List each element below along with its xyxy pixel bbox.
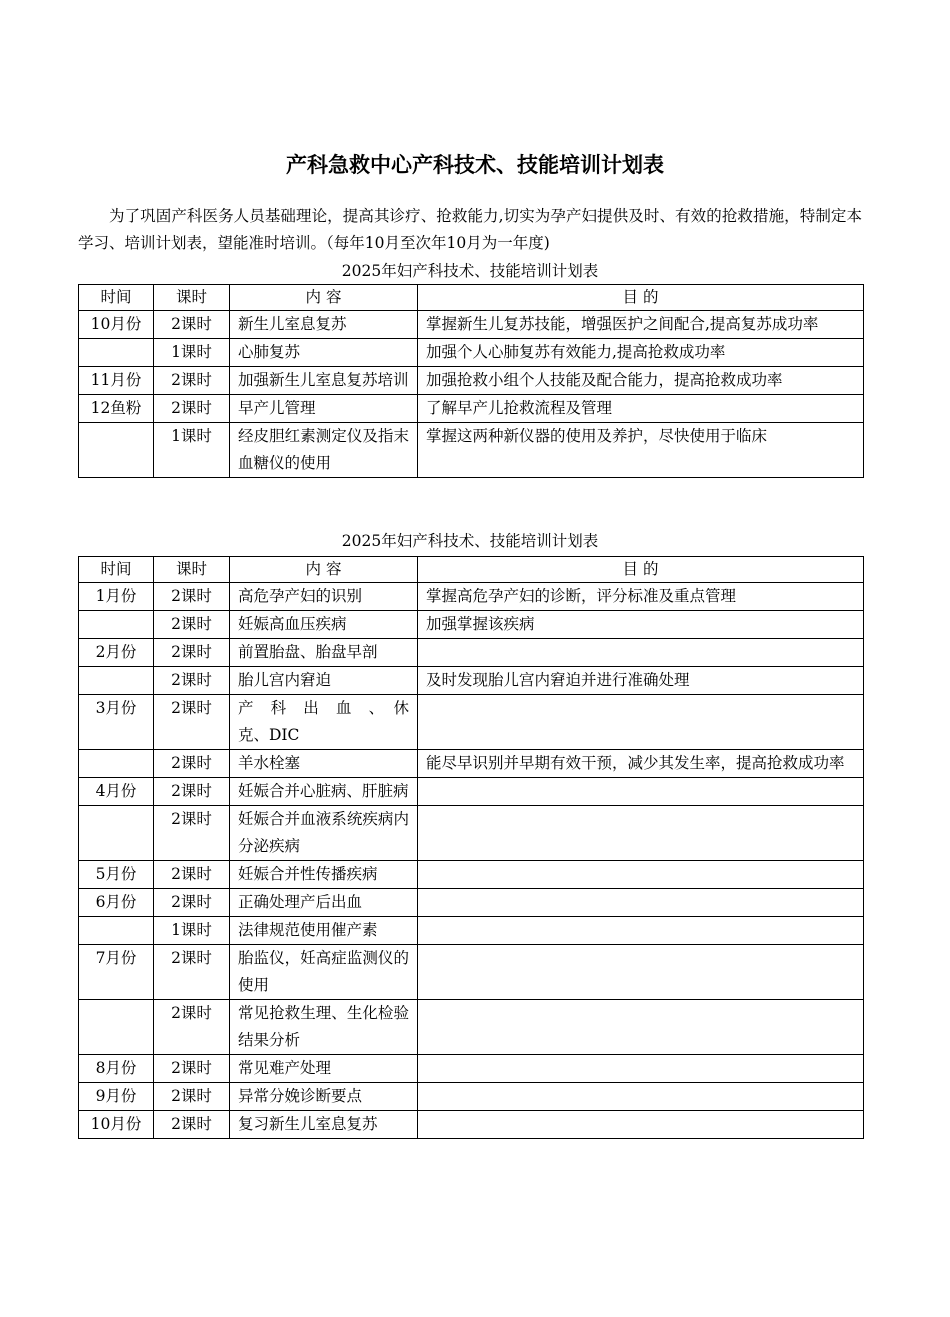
hours-cell: 1课时 <box>154 423 230 478</box>
purpose-cell <box>418 861 864 889</box>
purpose-cell <box>418 695 864 750</box>
time-cell <box>79 667 154 695</box>
hours-cell: 2课时 <box>154 1055 230 1083</box>
hours-cell: 2课时 <box>154 945 230 1000</box>
time-cell <box>79 1000 154 1055</box>
time-cell: 4月份 <box>79 778 154 806</box>
content-cell: 法律规范使用催产素 <box>230 917 418 945</box>
training-plan-table-2 <box>78 556 864 1139</box>
content-cell: 前置胎盘、胎盘早剖 <box>230 639 418 667</box>
hours-cell: 2课时 <box>154 806 230 861</box>
time-cell: 12鱼粉 <box>79 395 154 423</box>
purpose-cell <box>418 1111 864 1139</box>
table-row <box>79 611 864 639</box>
hours-cell: 2课时 <box>154 889 230 917</box>
content-cell: 新生儿室息复苏 <box>230 311 418 339</box>
table-header-row <box>79 285 864 311</box>
hours-cell: 2课时 <box>154 1111 230 1139</box>
purpose-cell: 加强个人心肺复苏有效能力,提高抢救成功率 <box>418 339 864 367</box>
content-cell: 羊水栓塞 <box>230 750 418 778</box>
training-plan-table-1 <box>78 284 864 478</box>
content-cell: 高危孕产妇的识别 <box>230 583 418 611</box>
hours-cell: 2课时 <box>154 639 230 667</box>
content-cell: 产 科 出 血 、 休克、DIC <box>230 695 418 750</box>
content-cell: 经皮胆红素测定仪及指末血糖仪的使用 <box>230 423 418 478</box>
header-hours: 课时 <box>154 557 230 583</box>
table-row <box>79 917 864 945</box>
hours-cell: 2课时 <box>154 750 230 778</box>
hours-cell: 2课时 <box>154 311 230 339</box>
table-row <box>79 889 864 917</box>
table-row <box>79 750 864 778</box>
purpose-cell <box>418 1083 864 1111</box>
hours-cell: 1课时 <box>154 917 230 945</box>
purpose-cell <box>418 889 864 917</box>
purpose-cell <box>418 806 864 861</box>
table-row <box>79 1000 864 1055</box>
purpose-cell <box>418 778 864 806</box>
table-row <box>79 861 864 889</box>
content-cell: 异常分娩诊断要点 <box>230 1083 418 1111</box>
table-row <box>79 395 864 423</box>
content-cell: 复习新生儿室息复苏 <box>230 1111 418 1139</box>
purpose-cell <box>418 917 864 945</box>
time-cell: 9月份 <box>79 1083 154 1111</box>
table-row <box>79 1055 864 1083</box>
table-row <box>79 695 864 750</box>
hours-cell: 2课时 <box>154 778 230 806</box>
purpose-cell <box>418 1000 864 1055</box>
purpose-cell: 了解早产儿抢救流程及管理 <box>418 395 864 423</box>
time-cell: 2月份 <box>79 639 154 667</box>
purpose-cell <box>418 639 864 667</box>
time-cell <box>79 611 154 639</box>
purpose-cell: 掌握这两种新仪器的使用及养护，尽快使用于临床 <box>418 423 864 478</box>
content-cell: 常见难产处理 <box>230 1055 418 1083</box>
purpose-cell <box>418 945 864 1000</box>
table2-caption: 2025年妇产科技术、技能培训计划表 <box>341 532 599 550</box>
hours-cell: 2课时 <box>154 1000 230 1055</box>
time-cell: 10月份 <box>79 1111 154 1139</box>
hours-cell: 2课时 <box>154 861 230 889</box>
time-cell: 6月份 <box>79 889 154 917</box>
hours-cell: 2课时 <box>154 367 230 395</box>
time-cell: 7月份 <box>79 945 154 1000</box>
content-cell: 妊娠高血压疾病 <box>230 611 418 639</box>
time-cell <box>79 339 154 367</box>
content-cell: 胎监仪，妊高症监测仪的使用 <box>230 945 418 1000</box>
header-content: 内 容 <box>230 285 418 311</box>
purpose-cell <box>418 1055 864 1083</box>
table-row <box>79 423 864 478</box>
content-cell: 正确处理产后出血 <box>230 889 418 917</box>
purpose-cell: 能尽早识别并早期有效干预，减少其发生率，提高抢救成功率 <box>418 750 864 778</box>
table-row <box>79 945 864 1000</box>
table-row <box>79 806 864 861</box>
purpose-cell: 掌握高危孕产妇的诊断，评分标准及重点管理 <box>418 583 864 611</box>
header-hours: 课时 <box>154 285 230 311</box>
content-cell: 常见抢救生理、生化检验结果分析 <box>230 1000 418 1055</box>
table-row <box>79 583 864 611</box>
table-row <box>79 1083 864 1111</box>
table-row <box>79 667 864 695</box>
content-cell: 心肺复苏 <box>230 339 418 367</box>
content-cell: 妊娠合并心脏病、肝脏病 <box>230 778 418 806</box>
time-cell <box>79 423 154 478</box>
table-row <box>79 778 864 806</box>
purpose-cell: 加强抢救小组个人技能及配合能力，提高抢救成功率 <box>418 367 864 395</box>
time-cell: 10月份 <box>79 311 154 339</box>
hours-cell: 2课时 <box>154 695 230 750</box>
table-row <box>79 639 864 667</box>
header-purpose: 目 的 <box>418 557 864 583</box>
header-time: 时间 <box>79 285 154 311</box>
header-time: 时间 <box>79 557 154 583</box>
intro-paragraph: 为了巩固产科医务人员基础理论，提高其诊疗、抢救能力,切实为孕产妇提供及时、有效的抢救措施，特制定本学习、培训计划表，望能准时培训。（每年10月至次年10月为一年度) <box>78 207 862 252</box>
time-cell <box>79 750 154 778</box>
time-cell <box>79 917 154 945</box>
table-row <box>79 339 864 367</box>
content-cell: 妊娠合并性传播疾病 <box>230 861 418 889</box>
header-purpose: 目 的 <box>418 285 864 311</box>
document-title: 产科急救中心产科技术、技能培训计划表 <box>286 153 664 177</box>
hours-cell: 2课时 <box>154 395 230 423</box>
time-cell <box>79 806 154 861</box>
time-cell: 1月份 <box>79 583 154 611</box>
content-cell: 胎儿宫内窘迫 <box>230 667 418 695</box>
content-cell: 妊娠合并血液系统疾病内分泌疾病 <box>230 806 418 861</box>
hours-cell: 2课时 <box>154 583 230 611</box>
hours-cell: 1课时 <box>154 339 230 367</box>
time-cell: 3月份 <box>79 695 154 750</box>
purpose-cell: 掌握新生儿复苏技能，增强医护之间配合,提高复苏成功率 <box>418 311 864 339</box>
purpose-cell: 加强掌握该疾病 <box>418 611 864 639</box>
table-header-row <box>79 557 864 583</box>
content-cell: 早产儿管理 <box>230 395 418 423</box>
hours-cell: 2课时 <box>154 1083 230 1111</box>
time-cell: 5月份 <box>79 861 154 889</box>
purpose-cell: 及时发现胎儿宫内窘迫并进行准确处理 <box>418 667 864 695</box>
table-row <box>79 311 864 339</box>
table-row <box>79 1111 864 1139</box>
time-cell: 11月份 <box>79 367 154 395</box>
header-content: 内 容 <box>230 557 418 583</box>
table1-caption: 2025年妇产科技术、技能培训计划表 <box>341 262 599 280</box>
hours-cell: 2课时 <box>154 611 230 639</box>
hours-cell: 2课时 <box>154 667 230 695</box>
time-cell: 8月份 <box>79 1055 154 1083</box>
content-cell: 加强新生儿室息复苏培训 <box>230 367 418 395</box>
table-row <box>79 367 864 395</box>
